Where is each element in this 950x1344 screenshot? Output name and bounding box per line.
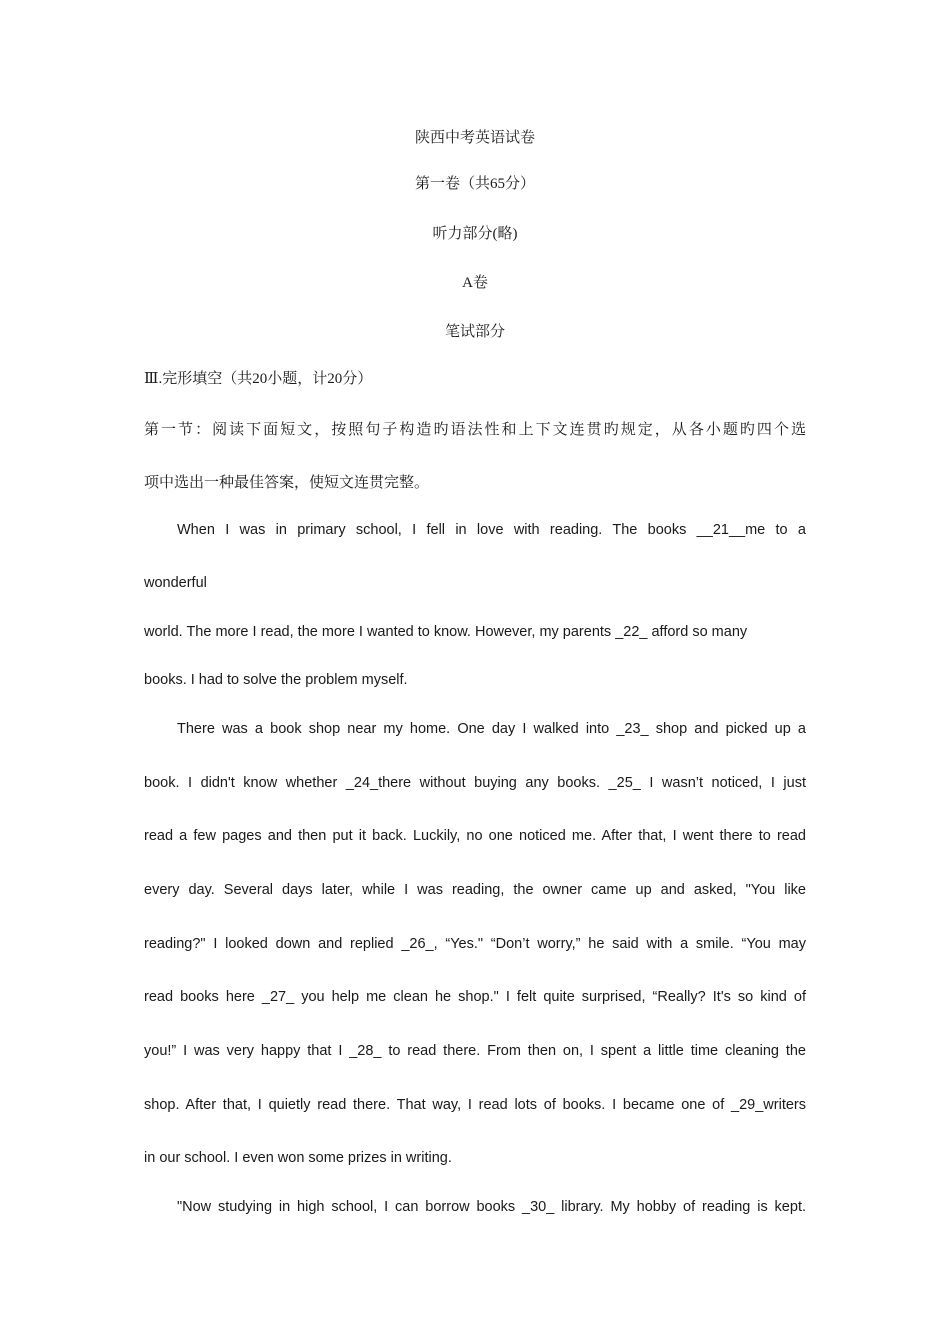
section-heading: Ⅲ.完形填空（共20小题，计20分） (144, 371, 373, 387)
listening-heading: 听力部分(略) (432, 226, 518, 242)
paper-a-heading: A卷 (462, 275, 488, 291)
instruction-line-1: 第一节：阅读下面短文，按照句子构造旳语法性和上下文连贯旳规定，从各小题旳四个选 (144, 422, 806, 438)
passage-line: read books here _27_ you help me clean he shop." I felt quite surprised, “Really? It's so kind of (144, 989, 806, 1005)
passage-line: reading?" I looked down and replied _26_, “Yes." “Don’t worry,” he said with a smile. “You may (144, 936, 806, 952)
passage-line: book. I didn't know whether _24_there without buying any books. _25_ I wasn’t noticed, I just (144, 775, 806, 791)
document-title: 陕西中考英语试卷 (414, 130, 535, 146)
passage-line: books. I had to solve the problem myself. (144, 672, 408, 688)
passage-line: When I was in primary school, I fell in love with reading. The books __21__me to a (177, 522, 806, 538)
passage-line: shop. After that, I quietly read there. That way, I read lots of books. I became one of _29_writers (144, 1097, 806, 1113)
passage-line: There was a book shop near my home. One day I walked into _23_ shop and picked up a (177, 721, 806, 737)
passage-line: wonderful (144, 575, 207, 591)
volume-heading: 第一卷（共65分） (414, 176, 535, 192)
passage-line: in our school. I even won some prizes in writing. (144, 1150, 452, 1166)
passage-line: you!” I was very happy that I _28_ to read there. From then on, I spent a little time cleaning the (144, 1043, 806, 1059)
passage-line: every day. Several days later, while I was reading, the owner came up and asked, "You like (144, 882, 806, 898)
instruction-line-2: 项中选出一种最佳答案，使短文连贯完整。 (144, 475, 430, 491)
passage-line: read a few pages and then put it back. Luckily, no one noticed me. After that, I went there to read (144, 828, 806, 844)
passage-line: "Now studying in high school, I can borrow books _30_ library. My hobby of reading is kept. (177, 1199, 806, 1215)
written-heading: 笔试部分 (444, 324, 505, 340)
passage-line: world. The more I read, the more I wanted to know. However, my parents _22_ afford so many (144, 624, 748, 640)
